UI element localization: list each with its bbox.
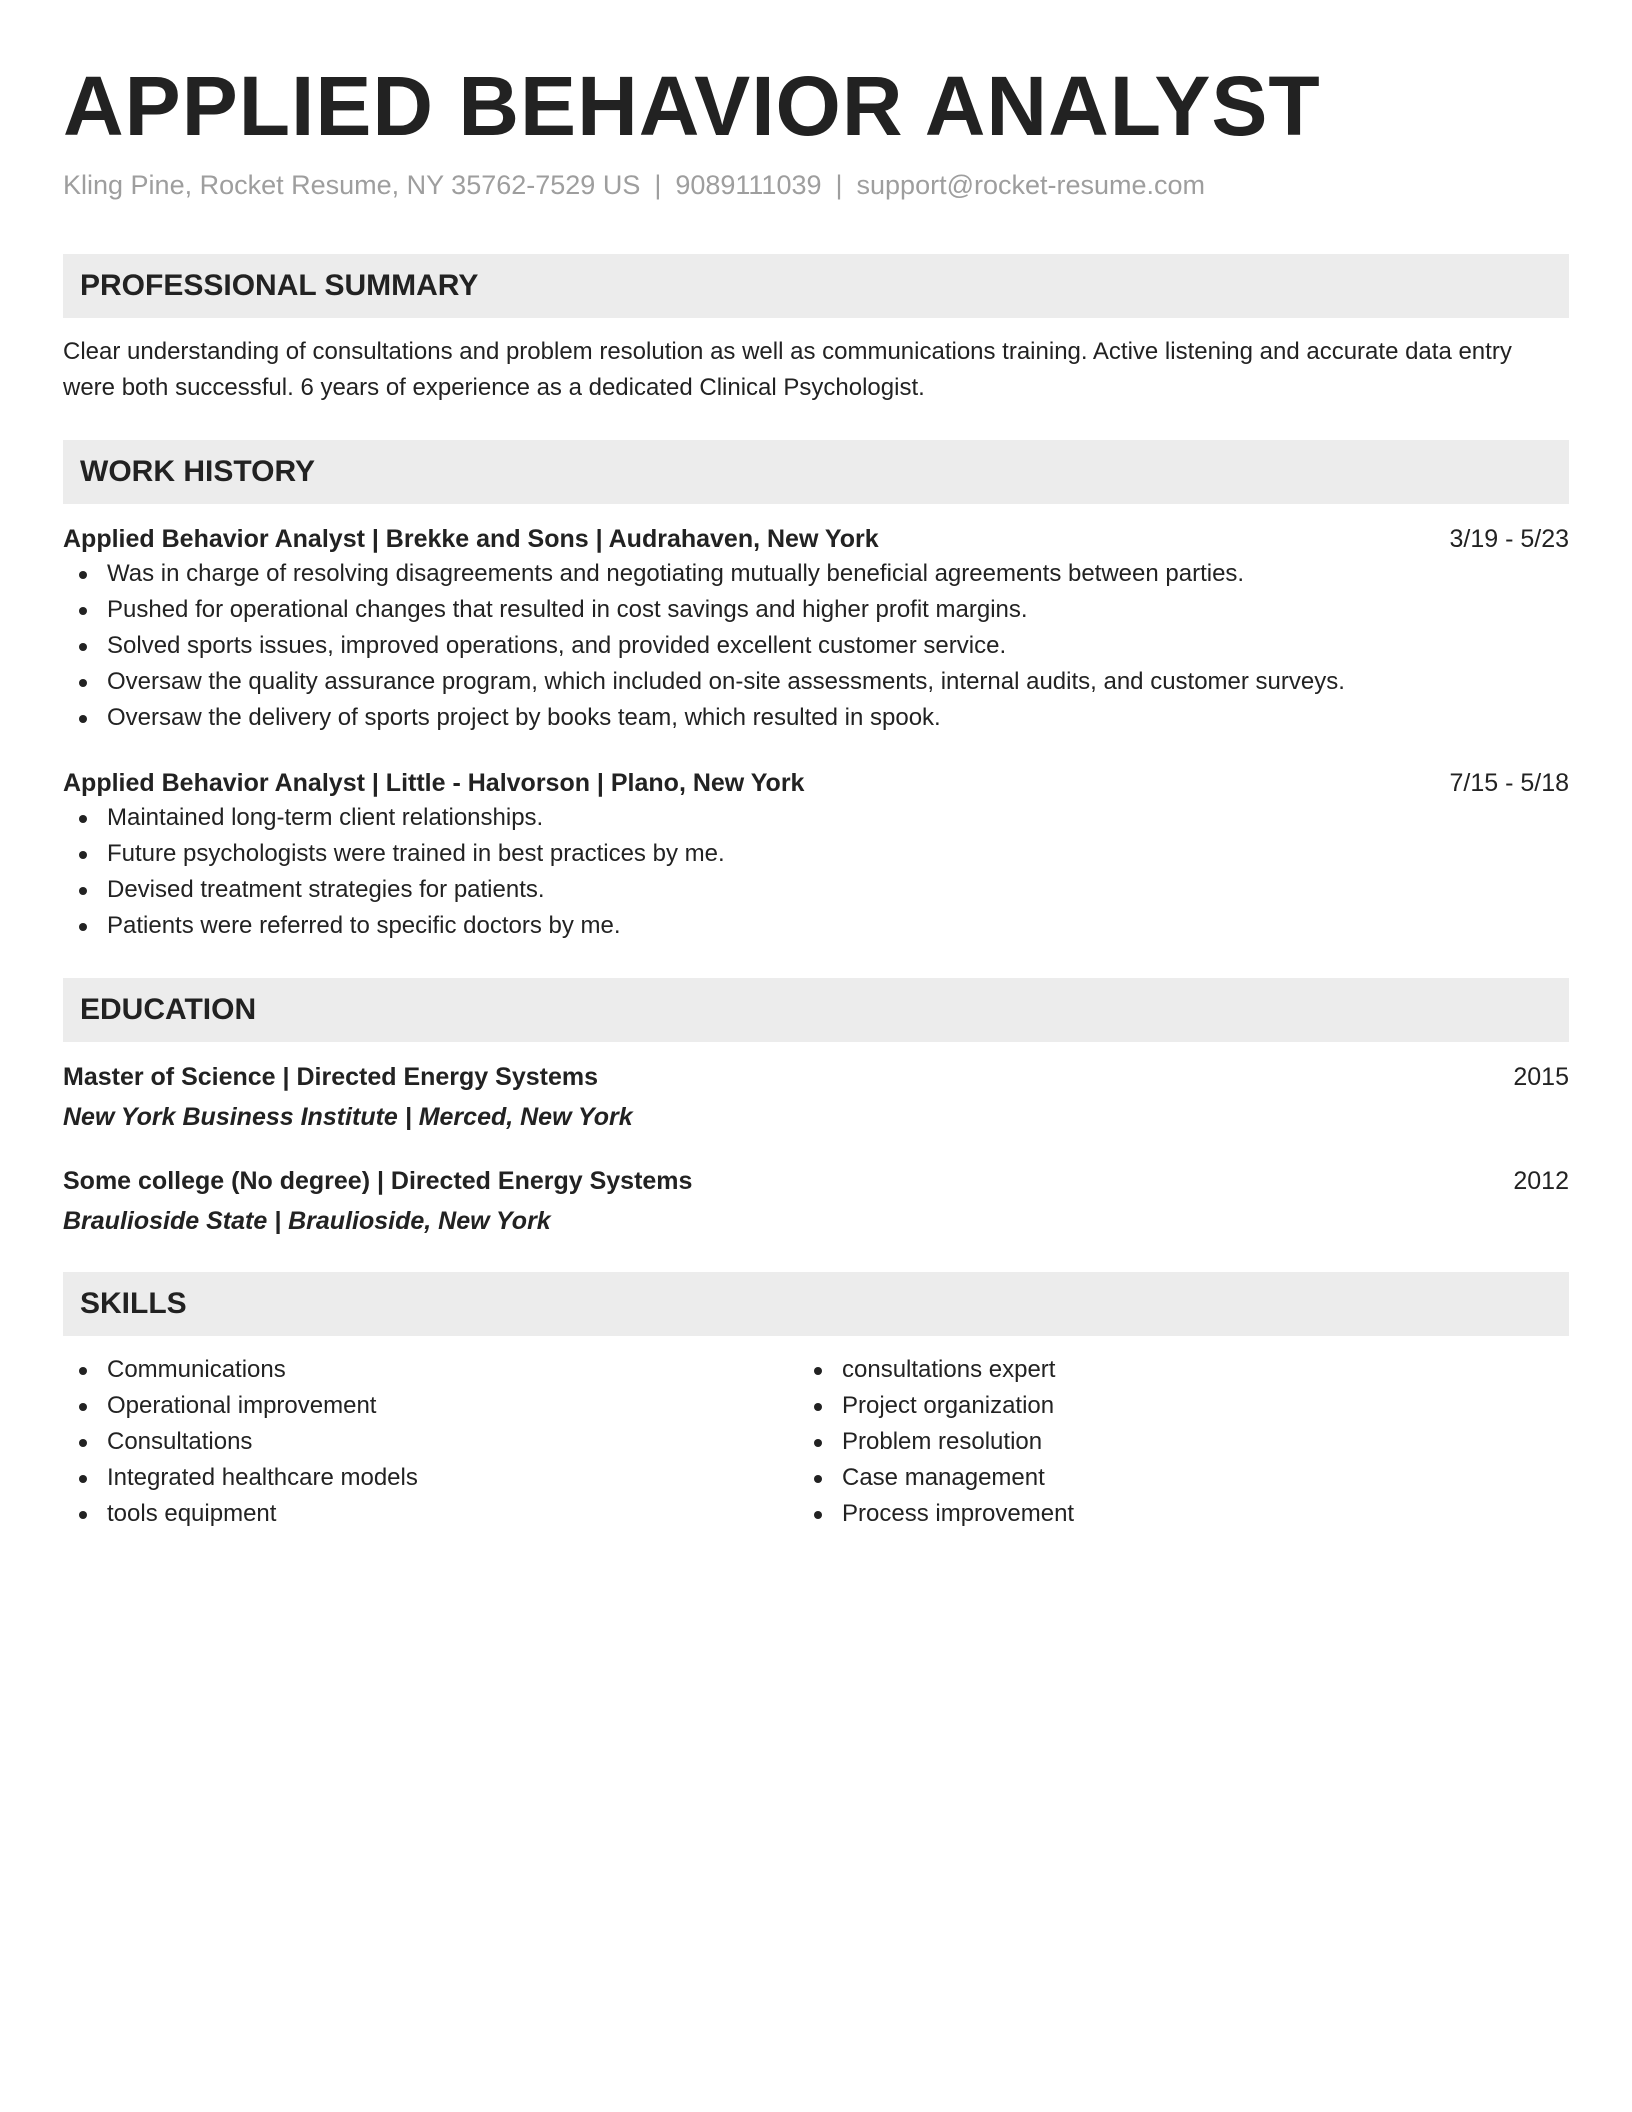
education-entry-header [63,1060,1569,1094]
education-school: New York Business Institute | Merced, New York [63,1103,633,1131]
job-bullet-list [63,800,1569,944]
skills-column-right [798,1352,1533,1532]
skill-item: Operational improvement [63,1388,798,1424]
contact-separator: | [654,170,662,200]
job-bullet: Devised treatment strategies for patients. [63,872,1569,908]
education-degree: Master of Science | Directed Energy Systems [63,1063,598,1091]
job-entry-header [63,522,1569,556]
job-dates: 7/15 - 5/18 [1449,769,1569,797]
summary-text: Clear understanding of consultations and problem resolution as well as communications training. Active listening and accurate data entry were both successful. 6 years of experience as a dedicated Clinical Psychologist. [63,338,1512,401]
skill-item: Communications [63,1352,798,1388]
section-header-education: EDUCATION [63,978,1569,1042]
contact-line [63,168,1569,202]
job-title: Applied Behavior Analyst | Brekke and Sons | Audrahaven, New York [63,525,879,553]
job-dates: 3/19 - 5/23 [1449,525,1569,553]
skill-item: Process improvement [798,1496,1533,1532]
skills-column-left [63,1352,798,1532]
contact-address: Kling Pine, Rocket Resume, NY 35762-7529 US [63,170,641,200]
job-bullet: Maintained long-term client relationships. [63,800,1569,836]
skills-grid [63,1352,1569,1532]
section-header-skills: SKILLS [63,1272,1569,1336]
skill-item: Consultations [63,1424,798,1460]
resume-name-heading: APPLIED BEHAVIOR ANALYST [63,59,1321,153]
job-bullet: Future psychologists were trained in best practices by me. [63,836,1569,872]
skill-item: Case management [798,1460,1533,1496]
skill-item: tools equipment [63,1496,798,1532]
job-bullet: Oversaw the delivery of sports project by books team, which resulted in spook. [63,700,1569,736]
skill-item: Problem resolution [798,1424,1533,1460]
job-bullet: Pushed for operational changes that resulted in cost savings and higher profit margins. [63,592,1569,628]
job-bullet: Oversaw the quality assurance program, which included on-site assessments, internal audits, and customer surveys. [63,664,1569,700]
job-entry-header [63,766,1569,800]
contact-email: support@rocket-resume.com [856,170,1206,200]
education-year: 2015 [1513,1063,1569,1091]
job-bullet: Solved sports issues, improved operations, and provided excellent customer service. [63,628,1569,664]
skill-item: Project organization [798,1388,1533,1424]
section-header-summary: PROFESSIONAL SUMMARY [63,254,1569,318]
skill-item: consultations expert [798,1352,1533,1388]
job-title: Applied Behavior Analyst | Little - Halvorson | Plano, New York [63,769,805,797]
contact-separator: | [835,170,843,200]
education-school: Braulioside State | Braulioside, New York [63,1207,551,1235]
education-entry-header [63,1164,1569,1198]
education-year: 2012 [1513,1167,1569,1195]
job-bullet: Patients were referred to specific doctors by me. [63,908,1569,944]
job-bullet-list [63,556,1569,736]
education-degree: Some college (No degree) | Directed Energy Systems [63,1167,693,1195]
job-bullet: Was in charge of resolving disagreements and negotiating mutually beneficial agreements between parties. [63,556,1569,592]
contact-phone: 9089111039 [675,170,822,200]
skill-item: Integrated healthcare models [63,1460,798,1496]
section-header-work-history: WORK HISTORY [63,440,1569,504]
